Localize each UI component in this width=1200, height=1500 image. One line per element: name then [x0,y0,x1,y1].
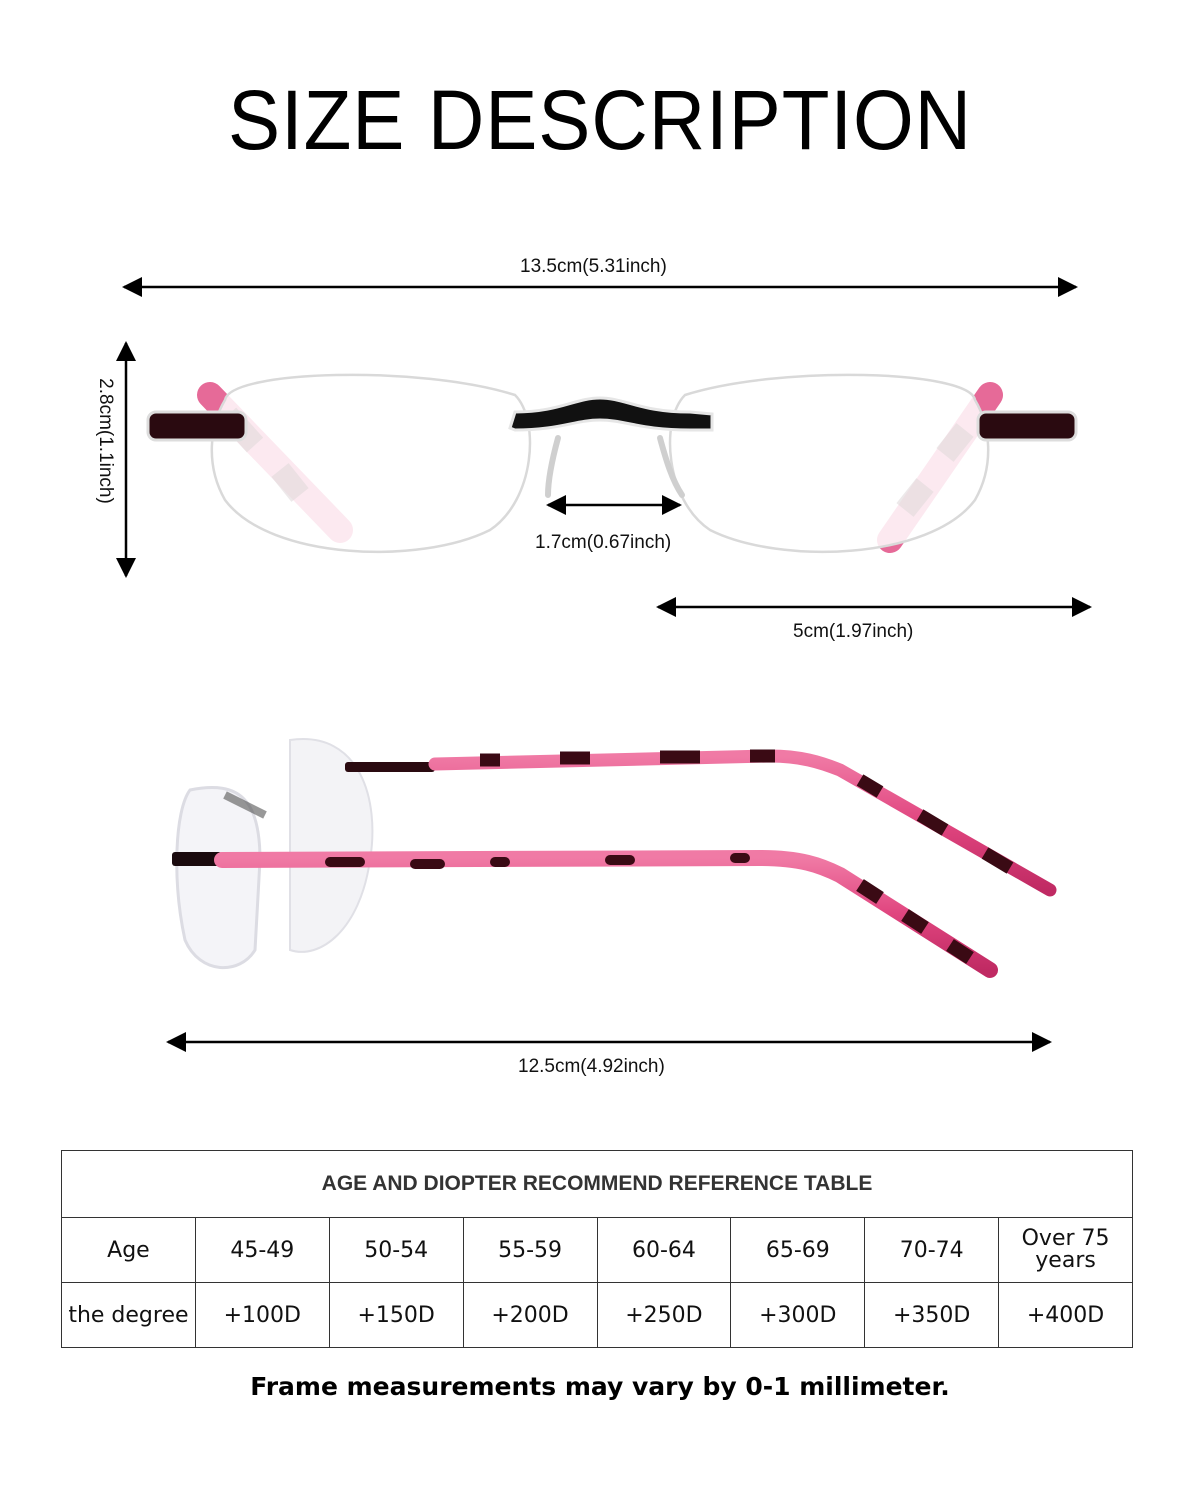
table-cell: Over 75 years [999,1218,1133,1283]
table-cell: 50-54 [329,1218,463,1283]
row-label: the degree [62,1283,196,1348]
total-width-label: 13.5cm(5.31inch) [520,256,667,277]
age-diopter-reference-table [61,1150,1133,1348]
table-cell: 60-64 [597,1218,731,1283]
table-cell: 45-49 [195,1218,329,1283]
table-cell: +200D [463,1283,597,1348]
table-cell: +100D [195,1283,329,1348]
front-view-glasses [148,375,1076,552]
table-row-age [62,1218,1133,1283]
bridge-width-label: 1.7cm(0.67inch) [535,532,672,553]
table-cell: +150D [329,1283,463,1348]
row-label: Age [62,1218,196,1283]
side-view-glasses [172,739,1050,970]
table-cell: 55-59 [463,1218,597,1283]
table-cell: +400D [999,1283,1133,1348]
page-title: SIZE DESCRIPTION [227,73,973,167]
table-title: AGE AND DIOPTER RECOMMEND REFERENCE TABLE [62,1151,1133,1218]
measurement-note: Frame measurements may vary by 0-1 millimeter. [250,1372,950,1401]
temple-length-label: 12.5cm(4.92inch) [518,1056,665,1077]
table-cell: 65-69 [731,1218,865,1283]
table-cell: 70-74 [865,1218,999,1283]
lens-height-label: 2.8cm(1.1inch) [95,378,116,504]
table-cell: +300D [731,1283,865,1348]
table-row-degree [62,1283,1133,1348]
table-cell: +350D [865,1283,999,1348]
table-cell: +250D [597,1283,731,1348]
lens-width-label: 5cm(1.97inch) [793,621,914,642]
